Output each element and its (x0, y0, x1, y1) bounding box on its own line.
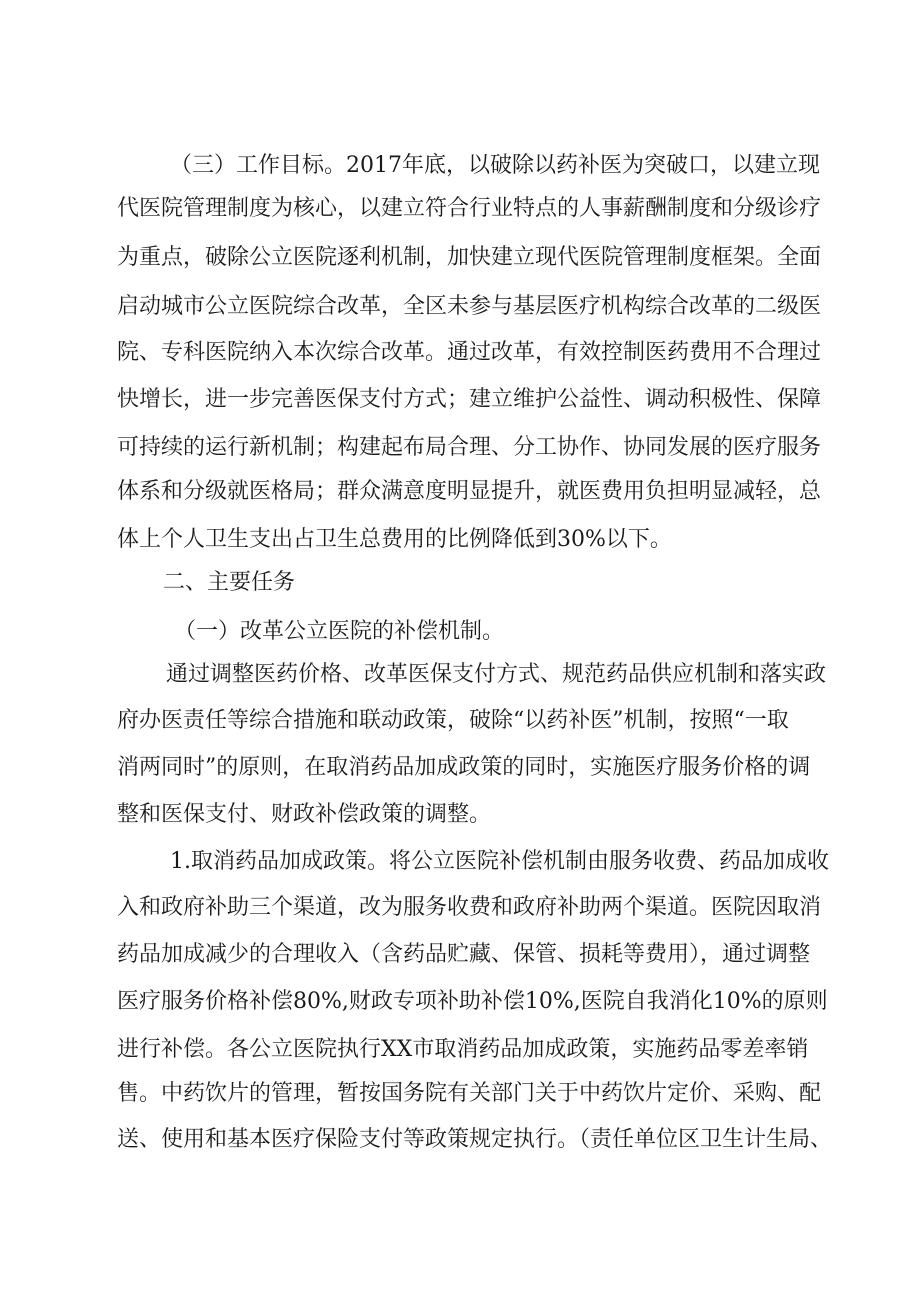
line-text: 府办医责任等综合措施和联动政策，破除“以药补医”机制，按照“一取 (117, 708, 789, 733)
paragraph-line (0, 333, 920, 373)
paragraph-line (0, 380, 920, 420)
subsection-heading (0, 612, 920, 652)
line-text: 体上个人卫生支出占卫生总费用的比例降低到30%以下。 (117, 527, 672, 552)
paragraph-line (0, 520, 920, 560)
line-text: 代医院管理制度为核心，以建立符合行业特点的人事薪酬制度和分级诊疗 (117, 196, 822, 221)
paragraph-line (0, 238, 920, 278)
paragraph-line (0, 655, 920, 695)
paragraph-line (0, 146, 920, 186)
line-text: 启动城市公立医院综合改革，全区未参与基层医疗机构综合改革的二级医 (117, 294, 822, 319)
subsection-heading-text: （一）改革公立医院的补偿机制。 (174, 619, 505, 644)
paragraph-line (0, 888, 920, 928)
paragraph-line (0, 795, 920, 835)
line-text: 消两同时”的原则，在取消药品加成政策的同时，实施医疗服务价格的调 (117, 755, 811, 780)
line-text: 入和政府补助三个渠道，改为服务收费和政府补助两个渠道。医院因取消 (117, 895, 822, 920)
paragraph-line (0, 1030, 920, 1070)
paragraph-line (0, 472, 920, 512)
paragraph-line (0, 748, 920, 788)
line-text: 售。中药饮片的管理，暂按国务院有关部门关于中药饮片定价、采购、配 (117, 1081, 822, 1106)
paragraph-line (0, 287, 920, 327)
paragraph-line (0, 1074, 920, 1114)
paragraph-line (0, 428, 920, 468)
line-text: 整和医保支付、财政补偿政策的调整。 (117, 802, 492, 827)
line-text: 药品加成减少的合理收入（含药品贮藏、保管、损耗等费用），通过调整 (117, 942, 811, 967)
line-text: 为重点，破除公立医院逐利机制，加快建立现代医院管理制度框架。全面 (117, 245, 822, 270)
paragraph-line (0, 189, 920, 229)
section-heading-text: 二、主要任务 (163, 570, 296, 595)
paragraph-line (0, 1120, 920, 1160)
paragraph-line (0, 701, 920, 741)
line-text: 院、专科医院纳入本次综合改革。通过改革，有效控制医药费用不合理过 (117, 340, 822, 365)
line-text: 通过调整医药价格、改革医保支付方式、规范药品供应机制和落实政 (166, 662, 827, 687)
line-text: 快增长，进一步完善医保支付方式；建立维护公益性、调动积极性、保障 (117, 387, 822, 412)
paragraph-line (0, 982, 920, 1022)
line-text: 体系和分级就医格局；群众满意度明显提升，就医费用负担明显减轻，总 (117, 479, 822, 504)
section-heading (0, 563, 920, 603)
line-text: 送、使用和基本医疗保险支付等政策规定执行。（责任单位区卫生计生局、 (117, 1127, 833, 1152)
line-text: 医疗服务价格补偿80%,财政专项补助补偿10%,医院自我消化10%的原则 (117, 989, 828, 1014)
paragraph-line (0, 842, 920, 882)
line-text: 1.取消药品加成政策。将公立医院补偿机制由服务收费、药品加成收 (170, 849, 829, 874)
line-text: （三）工作目标。2017年底，以破除以药补医为突破口，以建立现 (170, 153, 820, 178)
line-text: 可持续的运行新机制；构建起布局合理、分工协作、协同发展的医疗服务 (117, 435, 822, 460)
paragraph-line (0, 935, 920, 975)
line-text: 进行补偿。各公立医院执行XX市取消药品加成政策，实施药品零差率销 (117, 1037, 809, 1062)
